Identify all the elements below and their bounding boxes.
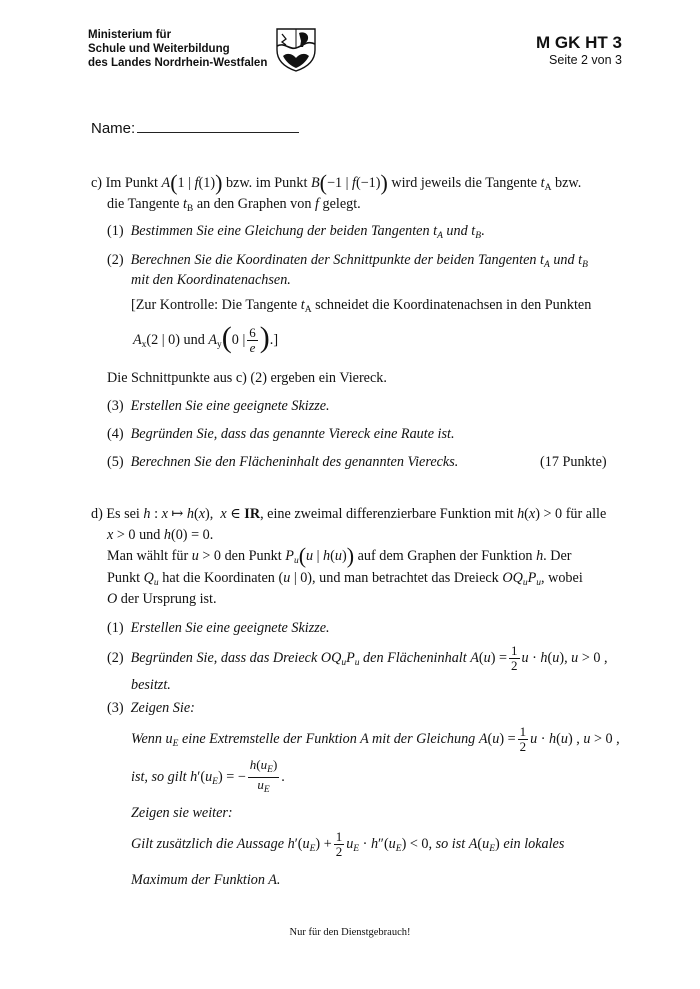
part-d-item-2: (2) Begründen Sie, dass das Dreieck $OQ_uP_u$ den Flächeninhalt A(u) = $\frac{1}{2}$ u · h(u), u > 0 ,	[107, 643, 608, 674]
name-label: Name:	[91, 120, 136, 137]
part-d-line5: O der Ursprung ist.	[107, 591, 217, 607]
part-d-item-2-besitzt: besitzt.	[131, 677, 171, 693]
part-d-item-1: (1) Erstellen Sie eine geeignete Skizze.	[107, 620, 330, 636]
control-note-line2: $A_x(2$ | 0) und $A_y(0$ | $\frac{6}{e}$ ).]	[133, 321, 279, 356]
document-code: M GK HT 3	[536, 33, 622, 52]
page-indicator: Seite 2 von 3	[549, 53, 622, 67]
part-c-viereck-note: Die Schnittpunkte aus c) (2) ergeben ein Viereck.	[107, 370, 387, 386]
control-note-line1: [Zur Kontrolle: Die Tangente $t_A$ schneidet die Koordinatenachsen in den Punkten	[131, 297, 592, 315]
part-d-item-3-istso: ist, so gilt $h'(u_E)$ = − $\frac{h(u_E)}{u_E}$ .	[131, 757, 285, 796]
name-blank-line[interactable]	[137, 118, 299, 133]
part-c-item-2: (2) Berechnen Sie die Koordinaten der Schnittpunkte der beiden Tangenten $t_A$ und $t_B$	[107, 252, 588, 270]
part-d-item-3-max: Maximum der Funktion A.	[131, 872, 281, 888]
part-d-item-3-wenn: Wenn $u_E$ eine Extremstelle der Funktion A mit der Gleichung A(u) = $\frac{1}{2}$ u · h(u) , u > 0 ,	[131, 724, 620, 755]
part-d-line4: Punkt $Q_u$ hat die Koordinaten (u | 0), und man betrachtet das Dreieck $OQ_uP_u$, wobei	[107, 570, 583, 588]
part-d-line3: Man wählt für u > 0 den Punkt $P_u(u$ | h(u)) auf dem Graphen der Funktion h. Der	[107, 543, 572, 568]
nrw-coat-of-arms-icon	[273, 26, 319, 72]
part-d-item-3-weiter: Zeigen sie weiter:	[131, 805, 233, 821]
document-code-block	[536, 34, 622, 68]
part-d-line2: x > 0 und h(0) = 0.	[107, 527, 214, 543]
part-c-intro-line2: die Tangente $t_B$ an den Graphen von f gelegt.	[107, 196, 361, 214]
part-c-item-1: (1) Bestimmen Sie eine Gleichung der beiden Tangenten $t_A$ und $t_B$.	[107, 223, 485, 241]
part-c-intro-line1: c) Im Punkt A(1 | f(1)) bzw. im Punkt B(−1 | f(−1)) wird jeweils die Tangente $t_A$ bzw.	[91, 170, 582, 195]
part-d-item-3-gilt: Gilt zusätzlich die Aussage $h'(u_E)$ + $\frac{1}{2}$ $u_E \cdot h''(u_E) < 0$, so ist $A(u_E)$ ein lokales	[131, 829, 565, 860]
ministry-name: Ministerium für Schule und Weiterbildung des Landes Nordrhein-Westfalen	[88, 29, 268, 69]
part-c-item-3: (3) Erstellen Sie eine geeignete Skizze.	[107, 398, 330, 414]
name-field[interactable]	[91, 118, 299, 137]
part-c-points: (17 Punkte)	[540, 454, 607, 470]
footer-note: Nur für den Dienstgebrauch!	[289, 927, 411, 938]
part-c-item-2-line2: mit den Koordinatenachsen.	[131, 272, 291, 288]
part-d-item-3: (3) Zeigen Sie:	[107, 700, 195, 716]
part-c-item-4: (4) Begründen Sie, dass das genannte Viereck eine Raute ist.	[107, 426, 455, 442]
part-c-item-5: (5) Berechnen Sie den Flächeninhalt des genannten Vierecks.	[107, 454, 459, 470]
part-d-line1: d) Es sei h : x ↦ h(x), x ∈ IR, eine zweimal differenzierbare Funktion mit h(x) > 0 für alle	[91, 506, 607, 522]
